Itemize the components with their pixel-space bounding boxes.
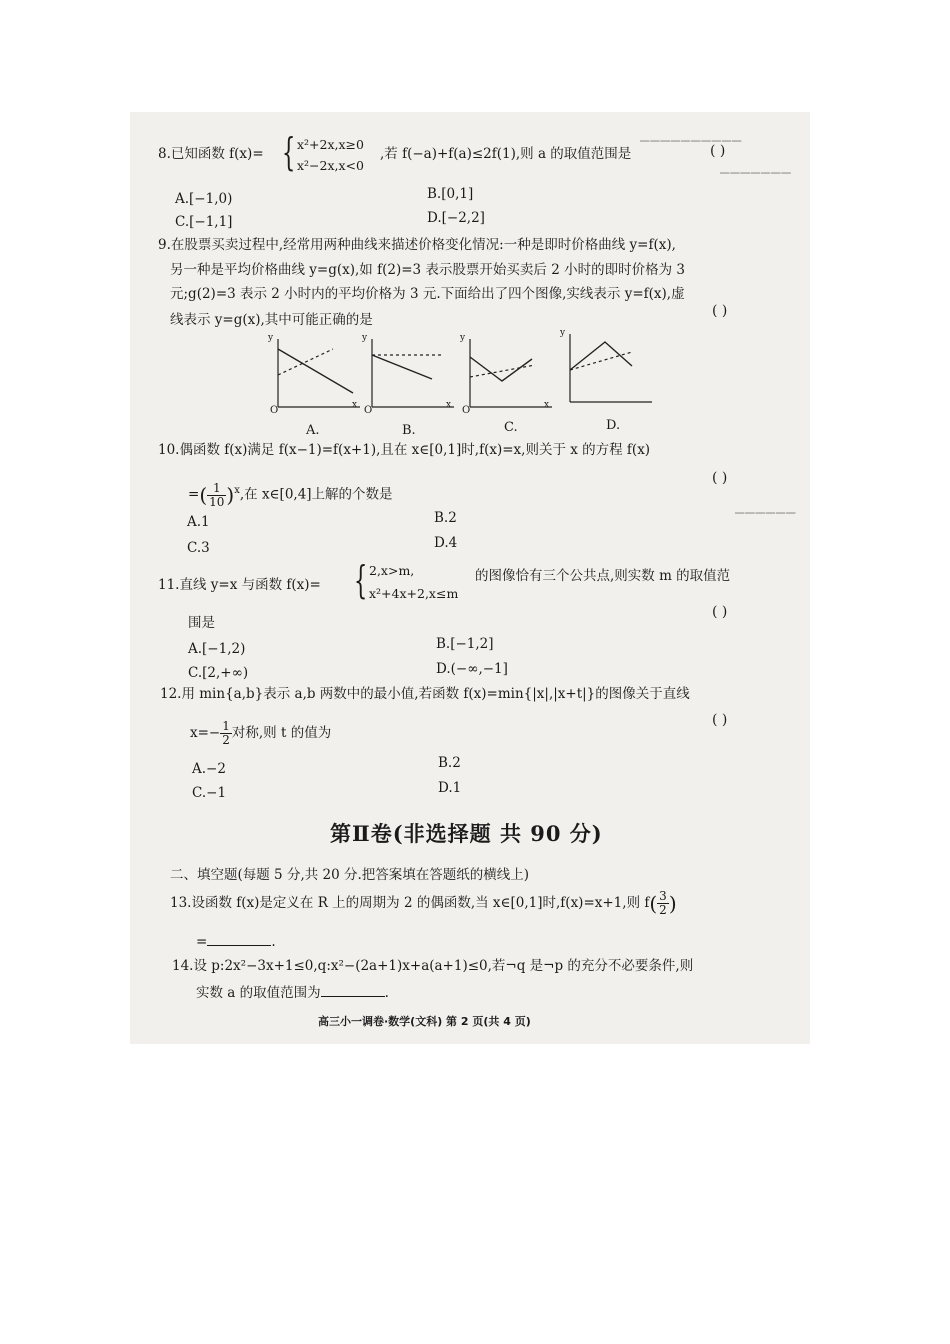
q9-line-1: 9.在股票买卖过程中,经常用两种曲线来描述价格变化情况:一种是即时价格曲线 y=f(x), [158, 237, 676, 253]
q10-close-paren: ) [226, 483, 235, 507]
q12-frac-den: 2 [222, 733, 230, 747]
q9-graph-c-label: C. [504, 420, 518, 435]
section-title: 第Ⅱ卷(非选择题 共 90 分) [330, 821, 603, 846]
q11-prefix: 11.直线 y=x 与函数 f(x)= [158, 577, 321, 593]
q13-frac-num: 3 [659, 889, 667, 903]
bleed-through-text: ▁▁▁▁▁▁ [735, 500, 797, 514]
q10-open-paren: ( [199, 483, 208, 507]
q12-frac-num: 1 [222, 719, 230, 733]
q9-graph-a-x: x [352, 400, 358, 410]
q11-option-a: A.[−1,2) [188, 641, 246, 657]
q9-graph-b-x: x [446, 400, 452, 410]
q13-equals: = [196, 934, 208, 950]
q14-line-1: 14.设 p:2x²−3x+1≤0,q:x²−(2a+1)x+a(a+1)≤0,若¬q 是¬p 的充分不必要条件,则 [172, 958, 694, 974]
q12-line-2-pre: x=− [190, 725, 221, 741]
q11-option-b: B.[−1,2] [436, 636, 494, 652]
bleed-through-text: ▁▁▁▁▁▁▁▁▁▁ [640, 128, 743, 142]
solid-line-f [570, 342, 632, 370]
q13-line-2: = . [196, 934, 276, 950]
q8-piece2: x²−2x,x<0 [297, 158, 364, 173]
q12-answer-paren: ( ) [712, 712, 728, 728]
part2-heading: 二、填空题(每题 5 分,共 20 分.把答案填在答题纸的横线上) [170, 867, 530, 883]
q14-line-2: 实数 a 的取值范围为 . [196, 985, 389, 1001]
q9-graph-d [560, 330, 660, 410]
solid-line-f [278, 349, 353, 393]
q12-fraction [220, 720, 232, 747]
q14-line-2-text: 实数 a 的取值范围为 [196, 985, 321, 1001]
q11-suffix: 的图像恰有三个公共点,则实数 m 的取值范 [475, 568, 731, 584]
q8-option-b: B.[0,1] [427, 186, 474, 202]
q9-graph-b-label: B. [402, 423, 416, 438]
q12-option-c: C.−1 [192, 785, 227, 801]
q11-line-2: 围是 [188, 615, 215, 631]
q9-graph-b-y: y [362, 333, 368, 343]
q11-piece2: x²+4x+2,x≤m [369, 586, 459, 601]
q9-line-4: 线表示 y=g(x),其中可能正确的是 [170, 312, 373, 328]
q13-answer-blank [207, 933, 271, 946]
solid-line-f [470, 357, 532, 381]
q10-option-d: D.4 [434, 535, 458, 551]
dashed-line-g [278, 349, 333, 375]
bleed-through-text: ▁▁▁▁▁▁▁ [720, 160, 792, 174]
q9-graph-d-label: D. [606, 418, 621, 433]
q9-graph-d-y: y [560, 328, 566, 338]
q9-line-3: 元;g(2)=3 表示 2 小时内的平均价格为 3 元.下面给出了四个图像,实线表示 y=f(x),虚 [170, 286, 685, 302]
q10-exponent: x [234, 485, 240, 496]
q8-piece1: x²+2x,x≥0 [297, 137, 364, 152]
q10-option-b: B.2 [434, 510, 457, 526]
solid-line-f [372, 355, 432, 379]
q9-graph-b-o: O [364, 405, 373, 416]
q12-line-2 [190, 718, 331, 748]
q9-answer-paren: ( ) [712, 303, 728, 319]
q10-equals: = [188, 486, 200, 503]
q13-fraction [657, 890, 669, 917]
q13-frac-den: 2 [659, 903, 667, 917]
q10-line-2-text: ,在 x∈[0,4]上解的个数是 [239, 486, 393, 503]
q9-graph-a-y: y [268, 333, 274, 343]
q10-line-2 [188, 476, 393, 510]
q10-line-1: 10.偶函数 f(x)满足 f(x−1)=f(x+1),且在 x∈[0,1]时,f(x)=x,则关于 x 的方程 f(x) [158, 442, 651, 458]
page-footer: 高三小一调卷·数学(文科) 第 2 页(共 4 页) [318, 1015, 531, 1028]
q13-open-paren: ( [649, 891, 658, 916]
q10-option-c: C.3 [187, 540, 210, 556]
q8-option-d: D.[−2,2] [427, 210, 485, 226]
q9-graph-a-o: O [270, 405, 279, 416]
q14-answer-blank [321, 984, 385, 997]
q9-graph-c-x: x [544, 400, 550, 410]
q12-line-1: 12.用 min{a,b}表示 a,b 两数中的最小值,若函数 f(x)=min{|x|,|x+t|}的图像关于直线 [160, 686, 690, 702]
q12-line-2-post: 对称,则 t 的值为 [231, 725, 332, 741]
q12-option-a: A.−2 [192, 761, 226, 777]
q8-answer-paren: ( ) [710, 143, 726, 159]
q8-brace: { [282, 130, 296, 174]
q9-line-2: 另一种是平均价格曲线 y=g(x),如 f(2)=3 表示股票开始买卖后 2 小时的即时价格为 3 [170, 262, 685, 278]
q8-prefix: 8.已知函数 f(x)= [158, 146, 264, 162]
q10-answer-paren: ( ) [712, 470, 728, 486]
q8-suffix: ,若 f(−a)+f(a)≤2f(1),则 a 的取值范围是 [380, 146, 632, 162]
dashed-line-g [470, 365, 535, 377]
q13-line-1-text: 13.设函数 f(x)是定义在 R 上的周期为 2 的偶函数,当 x∈[0,1]时,f(x)=x+1,则 f [170, 895, 650, 911]
q9-graph-c-y: y [460, 333, 466, 343]
q9-graph-c-o: O [462, 405, 471, 416]
q8-option-c: C.[−1,1] [175, 214, 233, 230]
q10-frac-den: 10 [209, 494, 225, 509]
q13-close-paren: ) [668, 891, 677, 916]
q11-option-c: C.[2,+∞) [188, 665, 249, 681]
q10-frac-num: 1 [207, 482, 226, 496]
q8-option-a: A.[−1,0) [175, 191, 233, 207]
q11-brace: { [354, 558, 368, 602]
q9-graph-a-label: A. [306, 423, 320, 438]
q11-option-d: D.(−∞,−1] [436, 661, 508, 677]
q10-fraction [207, 482, 226, 509]
q11-piece1: 2,x>m, [369, 563, 415, 578]
q13-line-1 [170, 888, 677, 919]
dashed-line-g [570, 352, 632, 370]
q11-answer-paren: ( ) [712, 604, 728, 620]
q12-option-b: B.2 [438, 755, 461, 771]
q12-option-d: D.1 [438, 780, 462, 796]
q10-option-a: A.1 [187, 514, 210, 530]
